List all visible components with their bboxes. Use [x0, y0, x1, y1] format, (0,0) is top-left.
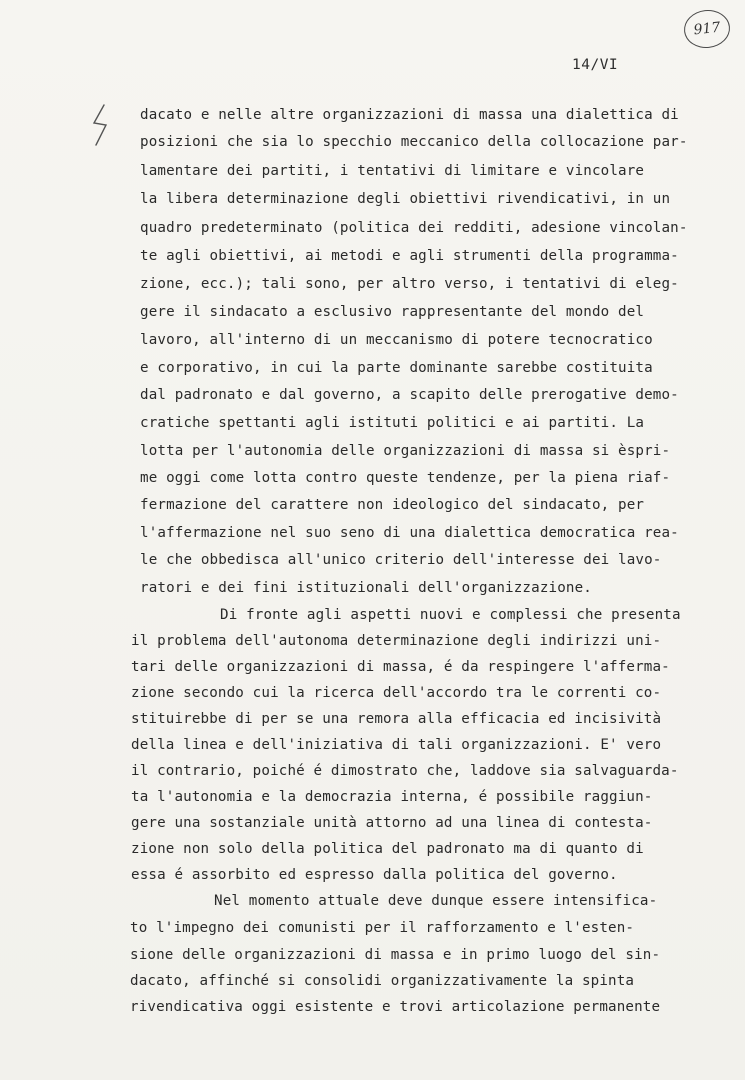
- text-line: essa é assorbito ed espresso dalla politica del governo.: [131, 867, 618, 883]
- text-line: lotta per l'autonomia delle organizzazioni di massa si èspri-: [140, 443, 671, 459]
- text-line: fermazione del carattere non ideologico del sindacato, per: [140, 497, 645, 513]
- text-line: zione, ecc.); tali sono, per altro verso, i tentativi di eleg-: [140, 276, 679, 292]
- text-line: rivendicativa oggi esistente e trovi articolazione permanente: [130, 999, 661, 1015]
- text-line: lavoro, all'interno di un meccanismo di potere tecnocratico: [140, 332, 653, 348]
- archive-number: 917: [692, 19, 722, 39]
- text-line: Di fronte agli aspetti nuovi e complessi che presenta: [220, 607, 681, 623]
- text-line: le che obbedisca all'unico criterio dell'interesse dei lavo-: [140, 552, 662, 568]
- text-line: tari delle organizzazioni di massa, é da respingere l'afferma-: [131, 659, 670, 675]
- text-line: stituirebbe di per se una remora alla efficacia ed incisività: [131, 711, 662, 727]
- text-line: della linea e dell'iniziativa di tali organizzazioni. E' vero: [131, 737, 662, 753]
- text-line: Nel momento attuale deve dunque essere intensifica-: [214, 893, 658, 909]
- text-line: gere una sostanziale unità attorno ad una linea di contesta-: [131, 815, 653, 831]
- text-line: ratori e dei fini istituzionali dell'organizzazione.: [140, 580, 592, 596]
- text-line: me oggi come lotta contro queste tendenze, per la piena riaf-: [140, 470, 671, 486]
- text-line: dacato e nelle altre organizzazioni di massa una dialettica di: [140, 107, 679, 123]
- text-line: dal padronato e dal governo, a scapito delle prerogative demo-: [140, 387, 679, 403]
- text-line: zione non solo della politica del padronato ma di quanto di: [131, 841, 644, 857]
- text-line: dacato, affinché si consolidi organizzativamente la spinta: [130, 973, 635, 989]
- text-line: il problema dell'autonoma determinazione degli indirizzi uni-: [131, 633, 662, 649]
- text-line: to l'impegno dei comunisti per il rafforzamento e l'esten-: [130, 920, 635, 936]
- text-line: la libera determinazione degli obiettivi rivendicativi, in un: [140, 191, 671, 207]
- text-line: zione secondo cui la ricerca dell'accordo tra le correnti co-: [131, 685, 662, 701]
- text-line: gere il sindacato a esclusivo rappresentante del mondo del: [140, 304, 645, 320]
- text-line: ta l'autonomia e la democrazia interna, é possibile raggiun-: [131, 789, 653, 805]
- page-number: 14/VI: [572, 57, 619, 73]
- archive-number-stamp: [682, 8, 732, 51]
- text-line: cratiche spettanti agli istituti politici e ai partiti. La: [140, 415, 645, 431]
- text-line: e corporativo, in cui la parte dominante sarebbe costituita: [140, 360, 653, 376]
- text-line: il contrario, poiché é dimostrato che, laddove sia salvaguarda-: [131, 763, 679, 779]
- text-line: l'affermazione nel suo seno di una dialettica democratica rea-: [140, 525, 679, 541]
- text-line: quadro predeterminato (politica dei redditi, adesione vincolan-: [140, 220, 688, 236]
- text-line: posizioni che sia lo specchio meccanico della collocazione par-: [140, 134, 688, 150]
- text-line: sione delle organizzazioni di massa e in primo luogo del sin-: [130, 947, 661, 963]
- text-line: lamentare dei partiti, i tentativi di limitare e vincolare: [140, 163, 645, 179]
- margin-pencil-mark-icon: [90, 103, 112, 147]
- text-line: te agli obiettivi, ai metodi e agli strumenti della programma-: [140, 248, 679, 264]
